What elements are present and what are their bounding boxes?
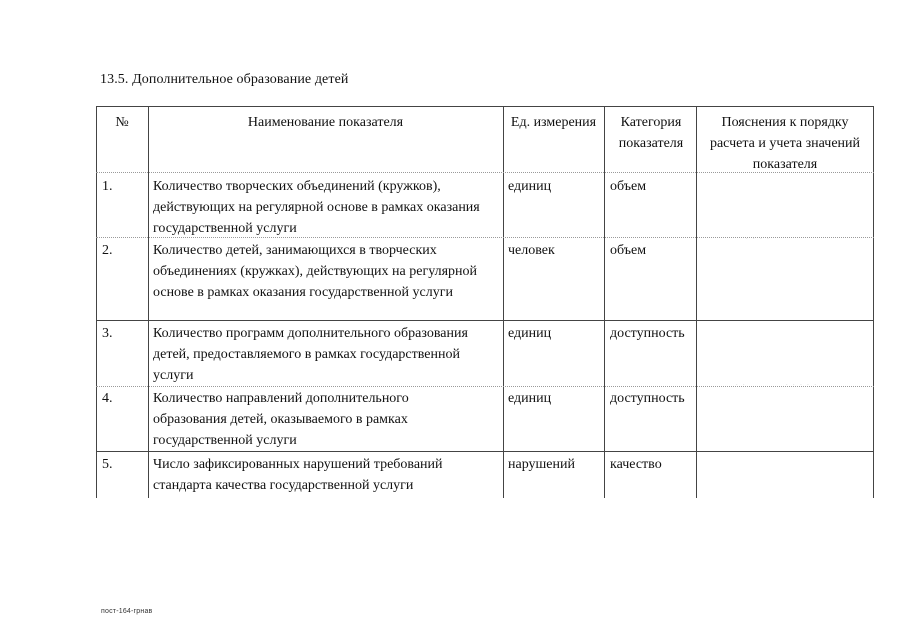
row-separator-4 bbox=[96, 451, 874, 452]
row-2-category: объем bbox=[610, 243, 647, 258]
row-5-unit: нарушений bbox=[508, 457, 575, 472]
indicators-table bbox=[96, 106, 874, 498]
header-unit: Ед. измерения bbox=[510, 115, 597, 130]
header-category: Категория показателя bbox=[618, 115, 684, 151]
row-1-category: объем bbox=[610, 179, 647, 194]
header-number: № bbox=[115, 115, 129, 130]
row-3-number: 3. bbox=[102, 326, 113, 341]
column-divider-6 bbox=[873, 106, 874, 498]
scan-speckle: · · bbox=[736, 382, 747, 388]
row-4-number: 4. bbox=[102, 391, 113, 406]
scan-speckle: · · · · bbox=[746, 236, 771, 242]
row-3-unit: единиц bbox=[508, 326, 552, 341]
row-2-unit: человек bbox=[508, 243, 555, 258]
row-1-number: 1. bbox=[102, 179, 113, 194]
row-2-number: 2. bbox=[102, 243, 113, 258]
row-4-category: доступность bbox=[610, 391, 685, 406]
row-3-name: Количество программ дополнительного образования детей, предоставляемого в рамках государственной услуги bbox=[153, 326, 468, 383]
scan-speckle: · · · · · bbox=[786, 382, 818, 388]
header-name: Наименование показателя bbox=[247, 115, 404, 130]
row-3-category: доступность bbox=[610, 326, 685, 341]
section-title: 13.5. Дополнительное образование детей bbox=[100, 72, 349, 87]
column-divider-1 bbox=[96, 106, 97, 498]
row-1-unit: единиц bbox=[508, 179, 552, 194]
row-separator-2 bbox=[96, 320, 874, 321]
column-divider-5 bbox=[696, 106, 697, 498]
column-divider-3 bbox=[503, 106, 504, 498]
header-notes: Пояснения к порядку расчета и учета значений показателя bbox=[709, 115, 861, 172]
row-4-name: Количество направлений дополнительного образования детей, оказываемого в рамках государственной услуги bbox=[153, 391, 409, 448]
row-2-name: Количество детей, занимающихся в творческих объединениях (кружках), действующих на регулярной основе в рамках оказания государственной услуги bbox=[153, 243, 478, 300]
row-5-number: 5. bbox=[102, 457, 113, 472]
row-5-category: качество bbox=[610, 457, 662, 472]
table-top-border bbox=[96, 106, 874, 107]
column-divider-2 bbox=[148, 106, 149, 498]
row-separator-3 bbox=[96, 386, 874, 387]
row-5-name: Число зафиксированных нарушений требований стандарта качества государственной услуги bbox=[153, 457, 443, 493]
footer-file-name: пост-164-грнав bbox=[101, 608, 153, 615]
column-divider-4 bbox=[604, 106, 605, 498]
row-1-name: Количество творческих объединений (кружков), действующих на регулярной основе в рамках оказания государственной услуги bbox=[153, 179, 480, 236]
row-4-unit: единиц bbox=[508, 391, 552, 406]
